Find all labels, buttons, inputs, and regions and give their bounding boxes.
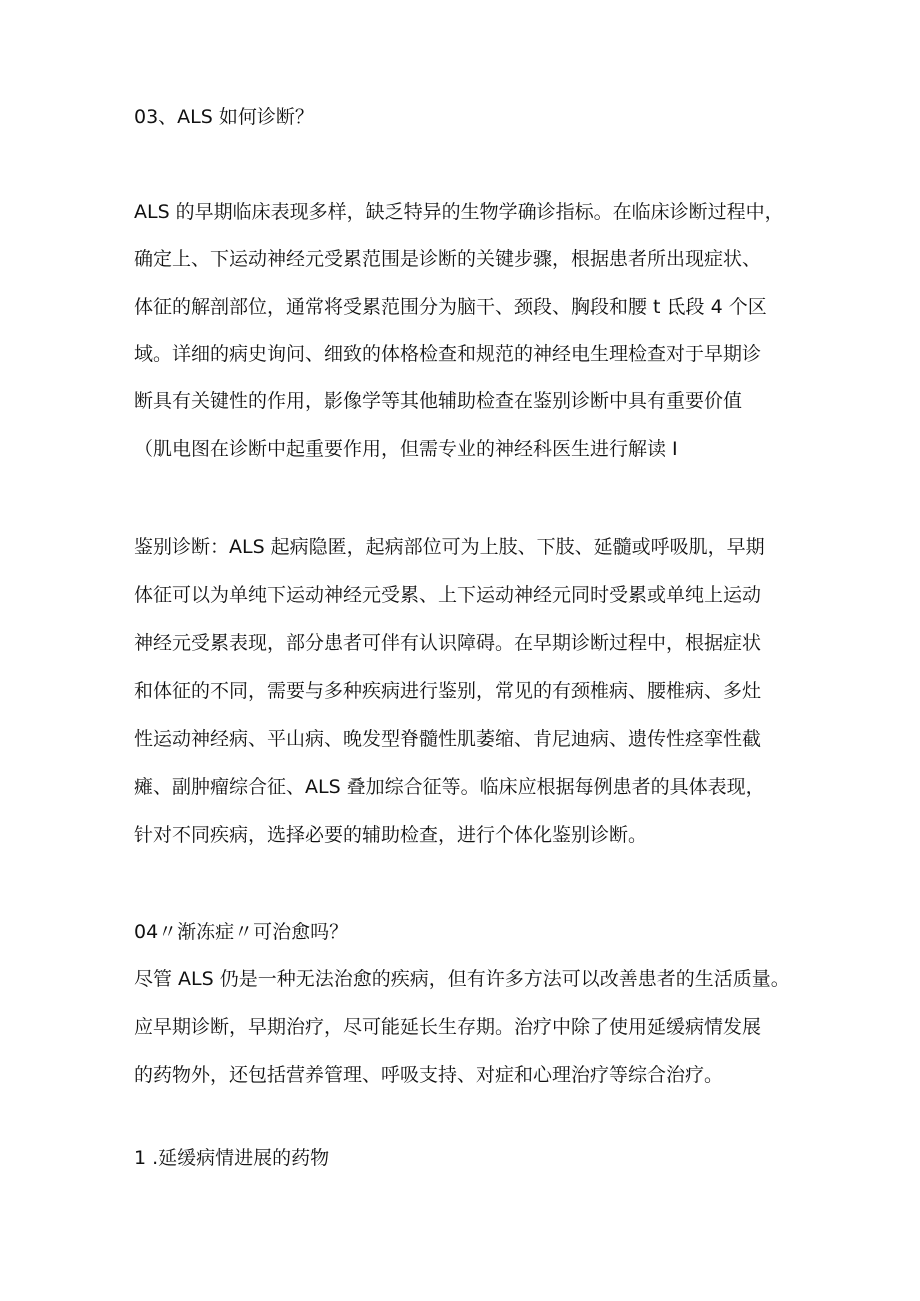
paragraph-line: 神经元受累表现，部分患者可伴有认识障碍。在早期诊断过程中，根据症状: [134, 632, 762, 654]
paragraph-line: 体征可以为单纯下运动神经元受累、上下运动神经元同时受累或单纯上运动: [134, 584, 762, 606]
paragraph-line: 性运动神经病、平山病、晚发型脊髓性肌萎缩、肯尼迪病、遗传性痉挛性截: [134, 728, 762, 750]
paragraph-line: 瘫、副肿瘤综合征、ALS 叠加综合征等。临床应根据每例患者的具体表现，: [134, 776, 765, 798]
paragraph-line: 确定上、下运动神经元受累范围是诊断的关键步骤，根据患者所出现症状、: [134, 248, 762, 270]
section-03-heading: 03、ALS 如何诊断？: [134, 106, 314, 128]
paragraph-line: 应早期诊断，早期治疗，尽可能延长生存期。治疗中除了使用延缓病情发展: [134, 1016, 762, 1038]
paragraph-line: 体征的解剖部位，通常将受累范围分为脑干、颈段、胸段和腰 t 氐段 4 个区: [134, 296, 767, 318]
paragraph-line: 和体征的不同，需要与多种疾病进行鉴别，常见的有颈椎病、腰椎病、多灶: [134, 680, 762, 702]
paragraph-line: 的药物外，还包括营养管理、呼吸支持、对症和心理治疗等综合治疗。: [134, 1064, 724, 1086]
paragraph-line: 尽管 ALS 仍是一种无法治愈的疾病，但有许多方法可以改善患者的生活质量。: [134, 968, 790, 990]
paragraph-line: 断具有关键性的作用，影像学等其他辅助检查在鉴别诊断中具有重要价值: [134, 390, 743, 412]
section-04-subheading: 1 .延缓病情进展的药物: [134, 1147, 330, 1169]
paragraph-line: 针对不同疾病，选择必要的辅助检查，进行个体化鉴别诊断。: [134, 824, 648, 846]
paragraph-line: （肌电图在诊断中起重要作用，但需专业的神经科医生进行解读 I: [134, 438, 678, 460]
paragraph-line: 域。详细的病史询问、细致的体格检查和规范的神经电生理检查对于早期诊: [134, 343, 762, 365]
section-04-heading: 04〃渐冻症〃可治愈吗？: [134, 921, 349, 943]
paragraph-line: 鉴别诊断：ALS 起病隐匿，起病部位可为上肢、下肢、延髓或呼吸肌，早期: [134, 536, 765, 558]
paragraph-line: ALS 的早期临床表现多样，缺乏特异的生物学确诊指标。在临床诊断过程中，: [134, 201, 784, 223]
